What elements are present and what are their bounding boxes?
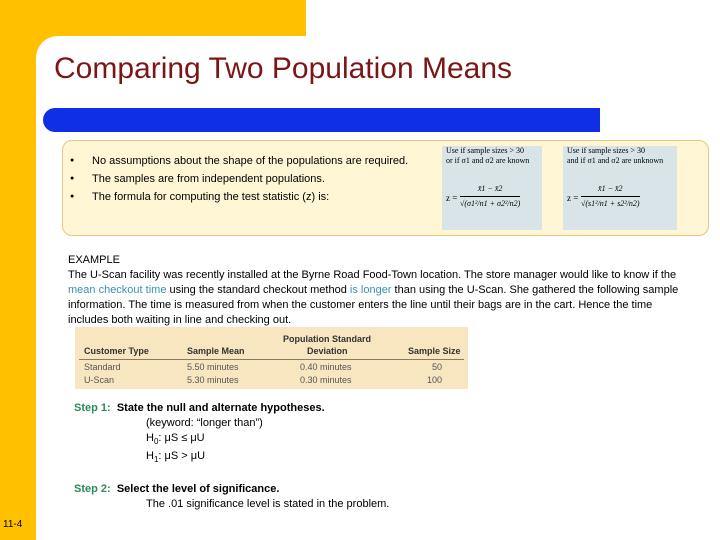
table-row [75, 362, 468, 375]
table-header: Sample Size [408, 346, 461, 356]
null-hypothesis [74, 431, 389, 449]
bullet-item: ● The formula for computing the test statistic (z) is: [70, 190, 408, 208]
table-row [75, 375, 468, 388]
formula-fraction [581, 184, 640, 209]
table-cell: 0.40 minutes [300, 362, 352, 372]
hypothesis-symbol: H [146, 450, 154, 463]
table-cell: 5.30 minutes [187, 375, 239, 385]
step-statement: Select the level of significance. [116, 483, 280, 496]
hypothesis-subscript: 0 [153, 437, 159, 447]
formula-lhs: z = [567, 193, 579, 203]
bullet-item: ● No assumptions about the shape of the populations are required. [70, 154, 408, 172]
sample-info-table [75, 327, 468, 389]
title-underline-bar [43, 108, 600, 132]
page-number: 11-4 [3, 519, 23, 530]
table-cell: 100 [427, 375, 443, 385]
table-cell: 5.50 minutes [187, 362, 239, 372]
table-cell: U-Scan [84, 375, 115, 385]
hypothesis-symbol: H [146, 432, 154, 444]
example-text-part: The U-Scan facility was recently installed at the Byrne Road Food-Town location. The store manager would like to know if the [68, 269, 677, 281]
step-statement: State the null and alternate hypotheses. [116, 402, 325, 414]
formula-condition: or if σ1 and σ2 are known [446, 156, 530, 165]
step-detail: The .01 significance level is stated in the problem. [146, 498, 390, 511]
formula-unknown-sigma [563, 146, 677, 230]
formula-condition: Use if sample sizes > 30 [567, 146, 646, 155]
table-header: Sample Mean [187, 346, 245, 356]
example-heading: EXAMPLE [68, 254, 120, 266]
example-text-part: using the standard checkout method [166, 284, 350, 296]
table-header: Population Standard [283, 334, 372, 344]
hypothesis-expression: : μS > μU [158, 450, 206, 463]
example-text-part: than using the U-Scan. She gathered the following sample information. The time is measured from when the customer enters the line until their bags are in the cart. Hence the time includes both waiting in line and checking out. [68, 284, 679, 326]
formula-denominator: √(σ1²/n1 + σ2²/n2) [460, 199, 521, 208]
formula-lhs: z = [446, 193, 458, 203]
step-2 [74, 482, 389, 497]
formula-numerator: x̄1 − x̄2 [581, 184, 640, 197]
formula-known-sigma [442, 146, 542, 230]
orange-left-strip [0, 36, 36, 540]
hypothesis-steps [74, 401, 389, 512]
step-keyword: (keyword: “longer than”) [146, 417, 263, 429]
formula-denominator: √(s1²/n1 + s2²/n2) [581, 199, 640, 208]
assumption-bullets [70, 154, 408, 208]
formula-numerator: x̄1 − x̄2 [460, 184, 520, 197]
example-text [68, 253, 694, 328]
step-1 [74, 401, 389, 416]
formula-condition: and if σ1 and σ2 are unknown [567, 156, 664, 165]
table-header: Customer Type [84, 346, 149, 356]
example-paragraph [68, 268, 694, 328]
step-spacer [74, 467, 389, 482]
example-highlight: mean checkout time [68, 284, 167, 296]
hypothesis-subscript: 1 [153, 455, 159, 465]
formula-condition: Use if sample sizes > 30 [446, 146, 525, 155]
slide-title: Comparing Two Population Means [54, 52, 513, 85]
bullet-item: ● The samples are from independent populations. [70, 172, 408, 190]
table-cell: 50 [432, 362, 443, 372]
formula-fraction [460, 184, 520, 209]
table-cell: Standard [84, 362, 121, 372]
table-cell: 0.30 minutes [300, 375, 352, 385]
table-divider [79, 359, 464, 360]
step-label: Step 1: [74, 402, 111, 414]
alternate-hypothesis [74, 449, 389, 467]
example-highlight: is longer [349, 284, 392, 296]
step-label: Step 2: [74, 483, 111, 496]
table-header: Deviation [307, 346, 348, 356]
hypothesis-expression: : μS ≤ μU [158, 432, 205, 444]
